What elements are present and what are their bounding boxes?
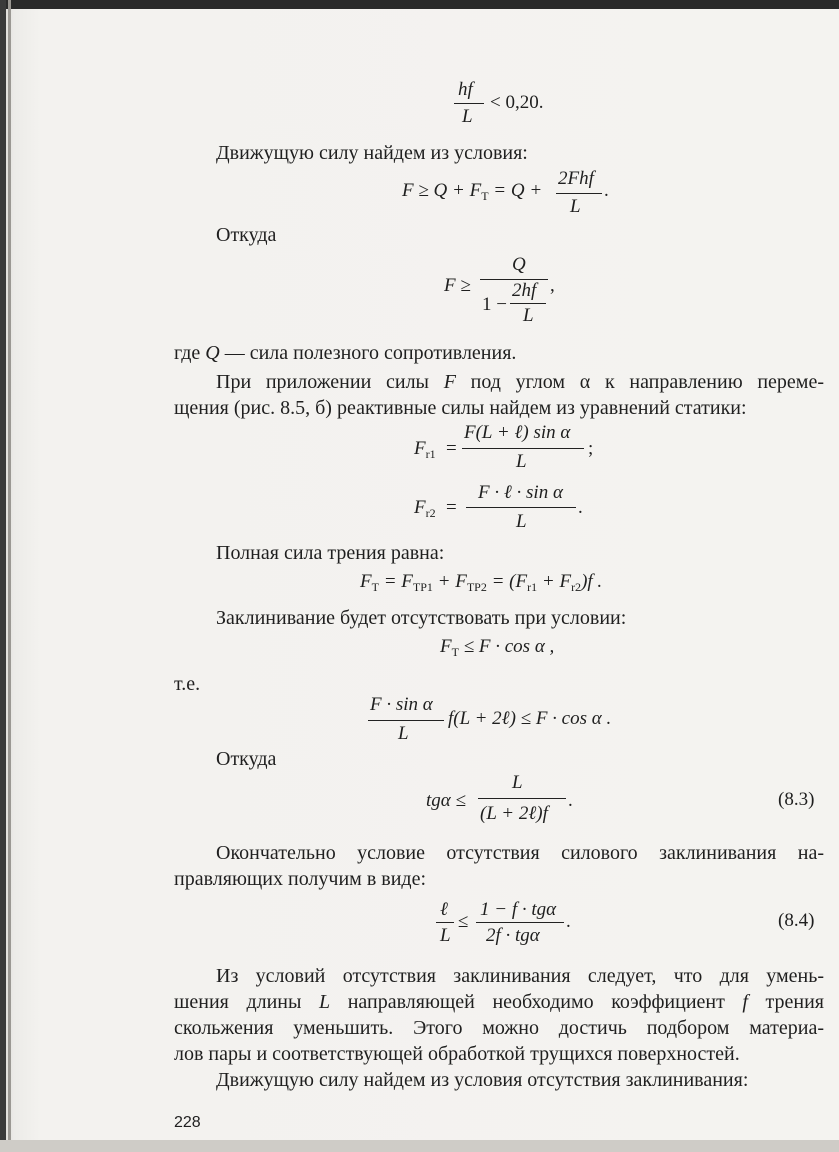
paragraph-line: щения (рис. 8.5, б) реактивные силы найдем из уравнений статики: [174,397,747,419]
text-line: Полная сила трения равна: [216,542,445,564]
text-line: где Q — сила полезного сопротивления. [174,342,517,364]
paragraph-line: При приложении силы F под углом α к направлению переме- [216,371,824,393]
equation-number: (8.4) [778,910,815,931]
text-line: Заклинивание будет отсутствовать при условии: [216,607,627,629]
text-line: т.е. [174,673,201,695]
equation-number: (8.3) [778,789,815,810]
scan-bottom-edge [0,1140,839,1152]
scan-top-edge [0,0,839,9]
paragraph-line: правляющих получим в виде: [174,868,427,890]
paragraph-line: лов пары и соответствующей обработкой трущихся поверхностей. [174,1043,740,1065]
paragraph-line: шения длины L направляющей необходимо коэффициент f трения [174,991,824,1013]
formula-no-jamming-condition: $F_T \le F \cdot \cos \alpha$ , [440,636,555,659]
paragraph-line: скольжения уменьшить. Этого можно достичь подбором материа- [174,1017,824,1039]
paragraph-line: Из условий отсутствия заклинивания следует, что для умень- [216,965,824,987]
text-line: Движущую силу найдем из условия отсутствия заклинивания: [216,1069,749,1091]
text-line: Откуда [216,224,277,246]
text-line: Откуда [216,748,277,770]
page-number: 228 [174,1114,201,1131]
scan-binding-shadow [8,0,11,1152]
text-line: Движущую силу найдем из условия: [216,142,528,164]
formula-friction-total: $F_T = F_{TP1} + F_{TP2} = (F_{r1} + F_{r2})f$ . [360,571,603,594]
scan-left-edge [0,0,6,1152]
paragraph-line: Окончательно условие отсутствия силового заклинивания на- [216,842,824,864]
